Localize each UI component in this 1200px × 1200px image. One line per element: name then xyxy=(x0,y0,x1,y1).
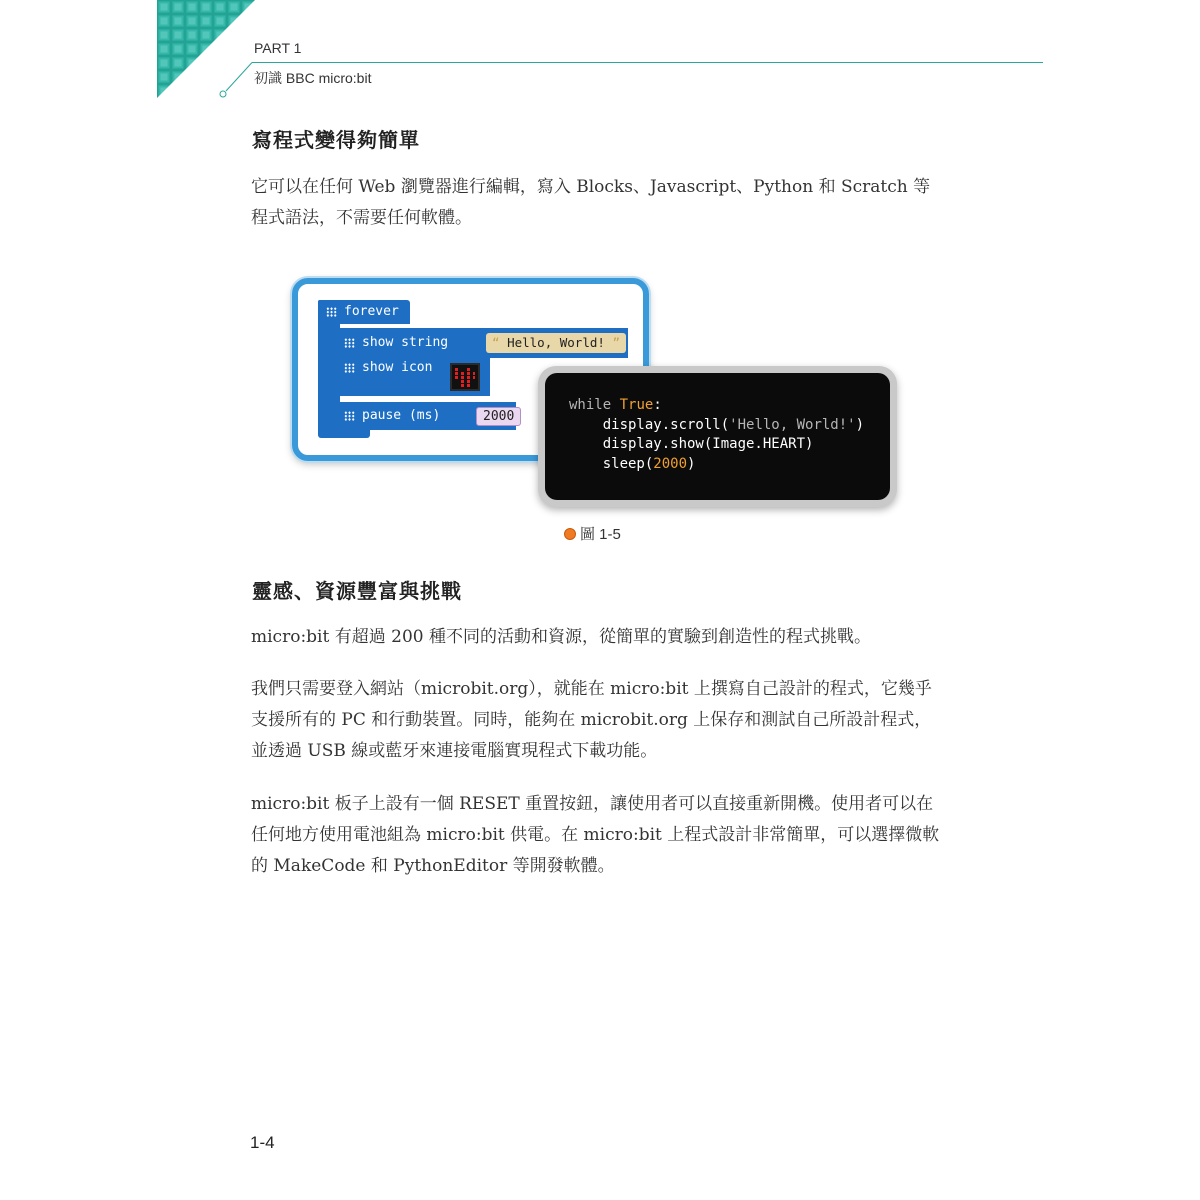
pause-block xyxy=(336,402,516,430)
section-paragraph: micro:bit 有超過 200 種不同的活動和資源，從簡單的實驗到創造性的程式挑戰。 xyxy=(251,627,871,647)
string-value: Hello, World! xyxy=(507,335,605,350)
section-paragraph: 它可以在任何 Web 瀏覽器進行編輯，寫入 Blocks、Javascript、Python 和 Scratch 等程式語法，不需要任何軟體。 xyxy=(251,177,931,228)
grid-icon xyxy=(326,307,337,317)
code-line-1: while True: xyxy=(569,397,662,413)
figure-caption-text: 圖 1-5 xyxy=(580,526,621,543)
pause-value-slot xyxy=(476,407,521,426)
close-quote: ” xyxy=(612,335,620,350)
chapter-title: 初識 BBC micro:bit xyxy=(254,70,372,86)
open-quote: “ xyxy=(492,335,500,350)
code-line-4: sleep(2000) xyxy=(569,455,696,472)
grid-icon xyxy=(344,338,355,348)
code-panel xyxy=(545,373,890,500)
bullet-icon xyxy=(564,528,576,540)
show-icon-label: show icon xyxy=(362,360,433,375)
string-value-slot xyxy=(486,333,626,353)
section-paragraph: 我們只需要登入網站（microbit.org），就能在 micro:bit 上撰寫自己設計的程式，它幾乎支援所有的 PC 和行動裝置。同時，能夠在 microbit.org 上保存和測試自己所設計程式，並透過 USB 線或藍牙來連接電腦實現程式下載功能。 xyxy=(251,679,932,761)
heart-led-icon xyxy=(450,363,480,391)
show-string-block xyxy=(336,328,628,358)
pause-label: pause (ms) xyxy=(362,408,441,423)
figure-caption xyxy=(564,523,621,544)
part-label: PART 1 xyxy=(254,40,302,56)
section-paragraph: micro:bit 板子上設有一個 RESET 重置按鈕，讓使用者可以直接重新開機。使用者可以在任何地方使用電池組為 micro:bit 供電。在 micro:bit 上程式設計非常簡單，可以選擇微軟的 MakeCode 和 PythonEditor 等開發軟體。 xyxy=(251,794,940,876)
page-number: 1-4 xyxy=(250,1133,275,1152)
forever-label: forever xyxy=(344,304,399,319)
header-rule xyxy=(0,58,1200,102)
section-heading-resources: 靈感、資源豐富與挑戰 xyxy=(252,579,462,603)
pause-value: 2000 xyxy=(483,409,515,424)
grid-icon xyxy=(344,411,355,421)
code-line-2: display.scroll('Hello, World!') xyxy=(569,416,865,433)
python-code-figure xyxy=(538,366,897,507)
show-icon-block xyxy=(336,356,490,396)
grid-icon xyxy=(344,363,355,373)
code-line-3: display.show(Image.HEART) xyxy=(569,436,814,452)
section-heading-simple-coding: 寫程式變得夠簡單 xyxy=(252,128,420,152)
forever-block xyxy=(318,300,410,324)
show-string-label: show string xyxy=(362,335,449,350)
